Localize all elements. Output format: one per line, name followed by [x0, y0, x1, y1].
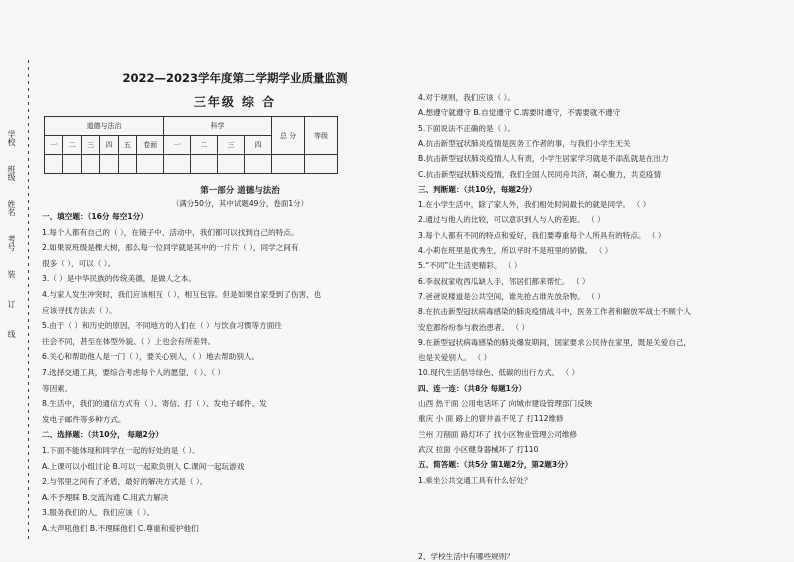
question-line: 3.每个人都有不同的特点和爱好，我们要尊重每个人所具有的特点。 （ ） [418, 230, 666, 240]
score-col: 一 [164, 136, 191, 155]
question-line: 2、学校生活中有哪些规则？ [418, 552, 514, 561]
question-line: 2.通过与他人的比较，可以意识到人与人的差距。 （ ） [418, 215, 605, 225]
exam-subtitle: 三年级 综 合 [193, 95, 277, 109]
binding-margin [2, 130, 32, 370]
question-line: A.大声吼他们 B.不理睬他们 C.尊重和爱护他们 [42, 524, 199, 533]
subject-heading: 科学 [164, 117, 272, 136]
score-col: 一 [45, 136, 63, 155]
score-cell[interactable] [137, 155, 164, 174]
question-line: 10.现代生活倡导绿色、低碳的出行方式。 （ ） [418, 368, 580, 378]
question-line: 安危都纷纷参与救治患者。 （ ） [418, 322, 530, 332]
binding-label: 订 [7, 300, 16, 308]
question-line: 发电子邮件等多种方式。 [42, 414, 126, 424]
question-line: C.抗击新型冠状肺炎疫情，我们全国人民同舟共济，凝心聚力，共克疫情 [418, 169, 662, 179]
question-line: 8.在抗击新型冠状病毒感染的肺炎疫情战斗中，医务工作者和解放军战士不顾个人 [418, 307, 692, 317]
score-cell[interactable] [81, 155, 99, 174]
score-cell[interactable] [272, 155, 305, 174]
score-col: 三 [218, 136, 245, 155]
question-line: 5.“不同”让生活更精彩。 （ ） [418, 261, 522, 271]
binding-label: 学校 [7, 130, 16, 146]
question-line: 2.与邻里之间有了矛盾，最好的解决方式是（ ）。 [42, 477, 208, 487]
score-col: 二 [191, 136, 218, 155]
total-heading: 总 分 [272, 117, 305, 155]
question-line: 3.服务我们的人，我们应该（ ）。 [42, 508, 155, 518]
question-line: 4.对于规则，我们应该（ ）。 [418, 93, 515, 102]
question-line: 5.由于（ ）和历史的原因，不同地方的人们在（ ）与饮食习惯等方面往 [42, 321, 282, 331]
score-table [44, 116, 338, 174]
part-note: （满分50分，其中试题49分，卷面1分） [171, 199, 309, 208]
score-cell[interactable] [191, 155, 218, 174]
question-line: 三、判断题：（共10分，每题2分） [418, 184, 537, 194]
question-line: 也是关爱别人。 （ ） [418, 353, 492, 363]
score-col: 三 [81, 136, 99, 155]
question-line: 应该寻找方法去（ ）。 [42, 305, 117, 315]
question-line: 7.选择交通工具，要综合考虑每个人的愿望、（ ）、（ ） [42, 368, 225, 377]
question-line: 6.李叔叔家收西瓜缺人手，邻居们都来帮忙。 （ ） [418, 276, 590, 286]
binding-label: 班级 [7, 165, 16, 181]
question-line: 4.小莉在班里是优秀生，所以平时不是班里的骄傲。 （ ） [418, 246, 613, 255]
score-col: 五 [118, 136, 136, 155]
score-col: 二 [63, 136, 81, 155]
binding-label: 装 [7, 270, 16, 278]
score-col: 卷面 [137, 136, 164, 155]
question-line: B.抗击新型冠状肺炎疫情人人有责，小学生居家学习就是不添乱就是在出力 [418, 154, 669, 164]
score-cell[interactable] [63, 155, 81, 174]
part-title: 第一部分 道德与法治 [200, 186, 280, 196]
question-line: 1.乘坐公共交通工具有什么好处？ [418, 475, 532, 485]
subject-heading: 道德与法治 [45, 117, 164, 136]
question-line: A.不予理睬 B.交流沟通 C.用武力解决 [42, 492, 169, 502]
score-col: 四 [245, 136, 272, 155]
question-line: 3.（ ）是中华民族的传统美德，是做人之本。 [42, 274, 196, 284]
question-line: 很多（ ），可以（ ）。 [42, 258, 116, 268]
score-cell[interactable] [118, 155, 136, 174]
score-cell[interactable] [305, 155, 338, 174]
exam-title: 2022—2023学年度第二学期学业质量监测 [122, 71, 348, 85]
question-line: 一、填空题：（16分 每空1分） [42, 212, 148, 221]
question-line: 1.每个人都有自己的（ ），在镜子中、活动中，我们都可以找到自己的特点。 [42, 227, 299, 237]
question-line: A.抗击新型冠状肺炎疫情是医务工作者的事，与我们小学生无关 [418, 138, 631, 148]
binding-label: 线 [7, 330, 16, 338]
score-cell[interactable] [100, 155, 118, 174]
score-cell[interactable] [164, 155, 191, 174]
question-line: 山西 热干面 公用电话坏了 向城市建设管理部门反映 [418, 399, 593, 408]
question-line: 1.下面不能体现和同学在一起的好处的是（ ）。 [42, 446, 200, 455]
question-line: 2.如果说班级是棵大树，那么每一位同学就是其中的一片片（ ），同学之间有 [42, 243, 299, 253]
question-line: 8.生活中，我们的通信方式有（ ）、寄信、打（ ）、发电子邮件、发 [42, 399, 267, 409]
score-cell[interactable] [218, 155, 245, 174]
score-cell[interactable] [45, 155, 63, 174]
question-line: 4.与家人发生冲突时，我们应该相互（ ），相互包容。但是如果自家受到了伤害，也 [42, 290, 322, 299]
question-line: A.上课可以小组讨论 B.可以一起欺负别人 C.课间一起玩游戏 [42, 461, 245, 471]
binding-label: 姓名 [7, 200, 16, 216]
question-line: 二、选择题：（共10分， 每题2分） [42, 430, 164, 440]
score-col: 四 [100, 136, 118, 155]
question-line: 兰州 刀削面 路灯坏了 找小区物业管理公司维修 [418, 429, 578, 439]
question-line: 五、简答题：（共5分 第1题2分，第2题3分） [418, 460, 573, 470]
question-line: 四、连一连：（共8分 每题1分） [418, 383, 527, 393]
question-line: 7.爸爸说楼道是公共空间，谁先抢占谁先放杂物。 （ ） [418, 291, 605, 301]
question-line: 5.下面说法不正确的是（ ）。 [418, 123, 515, 133]
question-line: 重庆 小 面 路上的窨井盖不见了 打112维修 [418, 414, 564, 424]
question-line: 6.关心和帮助他人是一门（ ），要关心别人，（ ）地去帮助别人。 [42, 352, 260, 362]
question-line: 等因素。 [42, 383, 73, 393]
question-line: A.想遵守就遵守 B.自觉遵守 C.需要时遵守，不需要就不遵守 [418, 108, 621, 118]
question-line: 9.在新型冠状病毒感染的肺炎爆发期间，国家要求公民待在家里，既是关爱自己， [418, 337, 692, 347]
score-cell[interactable] [245, 155, 272, 174]
question-line: 1.在小学生活中，除了家人外，我们相处时间最长的就是同学。 （ ） [418, 200, 651, 210]
grade-heading: 等级 [305, 117, 338, 155]
question-line: 武汉 拉面 小区健身器械坏了 打110 [418, 444, 539, 454]
question-line: 往会不同，甚至在体型外貌、（ ）上也会有所差异。 [42, 336, 216, 346]
binding-label: 考号 [7, 235, 16, 251]
